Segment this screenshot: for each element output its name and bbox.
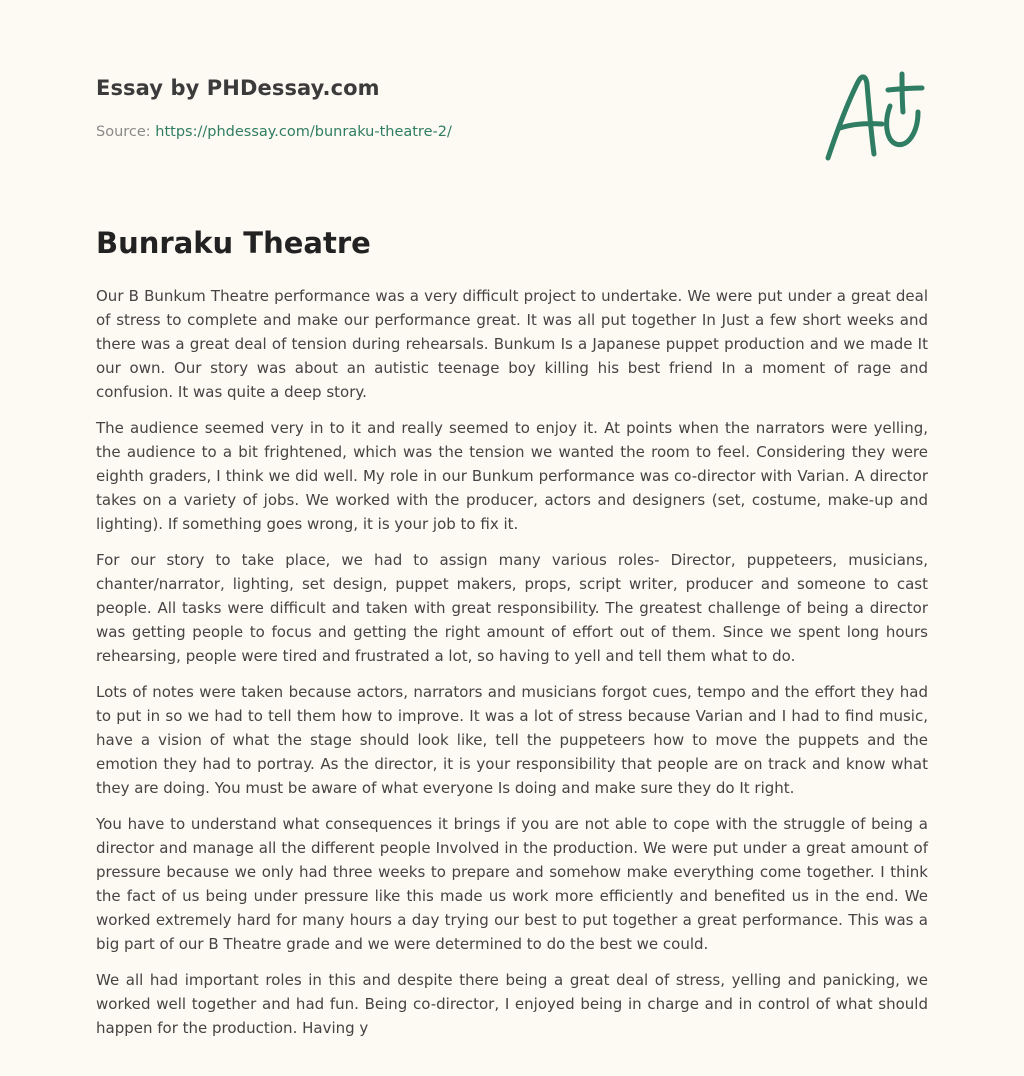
essay-paragraph: Lots of notes were taken because actors, narrators and musicians forgot cues, tempo and the effort they had to put in so we had to tell them how to improve. It was a lot of stress because Varian and I had to find music, have a vision of what the stage should look like, tell the puppeteers how to move the puppets and the emotion they had to portray. As the director, it is your responsibility that people are on track and know what they are doing. You must be aware of what everyone Is doing and make sure they do It right. xyxy=(96,683,928,797)
essay-paragraph: We all had important roles in this and despite there being a great deal of stress, yelling and panicking, we worked well together and had fun. Being co-director, I enjoyed being in charge and in control of what should happen for the production. Having y xyxy=(96,971,928,1037)
source-link[interactable]: https://phdessay.com/bunraku-theatre-2/ xyxy=(155,124,452,140)
essay-paragraph: Our B Bunkum Theatre performance was a very difficult project to undertake. We were put under a great deal of stress to complete and make our performance great. It was all put together In Just a few short weeks and there was a great deal of tension during rehearsals. Bunkum Is a Japanese puppet production and we made It our own. Our story was about an autistic teenage boy killing his best friend In a moment of rage and confusion. It was quite a deep story. xyxy=(96,287,928,401)
page-header xyxy=(96,0,928,200)
a-plus-logo-icon xyxy=(822,66,926,166)
site-brand: Essay by PHDessay.com xyxy=(96,76,380,100)
source-line xyxy=(96,124,452,140)
essay-paragraph: The audience seemed very in to it and really seemed to enjoy it. At points when the narrators were yelling, the audience to a bit frightened, which was the tension we wanted the room to feel. Considering they were eighth graders, I think we did well. My role in our Bunkum performance was co-director with Varian. A director takes on a variety of jobs. We worked with the producer, actors and designers (set, costume, make-up and lighting). If something goes wrong, it is your job to fix it. xyxy=(96,419,928,533)
essay-body xyxy=(96,284,928,1052)
source-label: Source: xyxy=(96,124,156,140)
essay-paragraph: For our story to take place, we had to assign many various roles- Director, puppeteers, musicians, chanter/narrator, lighting, set design, puppet makers, props, script writer, producer and someone to cast people. All tasks were difficult and taken with great responsibility. The greatest challenge of being a director was getting people to focus and getting the right amount of effort out of them. Since we spent long hours rehearsing, people were tired and frustrated a lot, so having to yell and tell them what to do. xyxy=(96,551,928,665)
essay-title: Bunraku Theatre xyxy=(96,226,371,260)
essay-paragraph: You have to understand what consequences it brings if you are not able to cope with the struggle of being a director and manage all the different people Involved in the production. We were put under a great amount of pressure because we only had three weeks to prepare and somehow make everything come together. I think the fact of us being under pressure like this made us work more efficiently and benefited us in the end. We worked extremely hard for many hours a day trying our best to put together a great performance. This was a big part of our B Theatre grade and we were determined to do the best we could. xyxy=(96,815,928,953)
